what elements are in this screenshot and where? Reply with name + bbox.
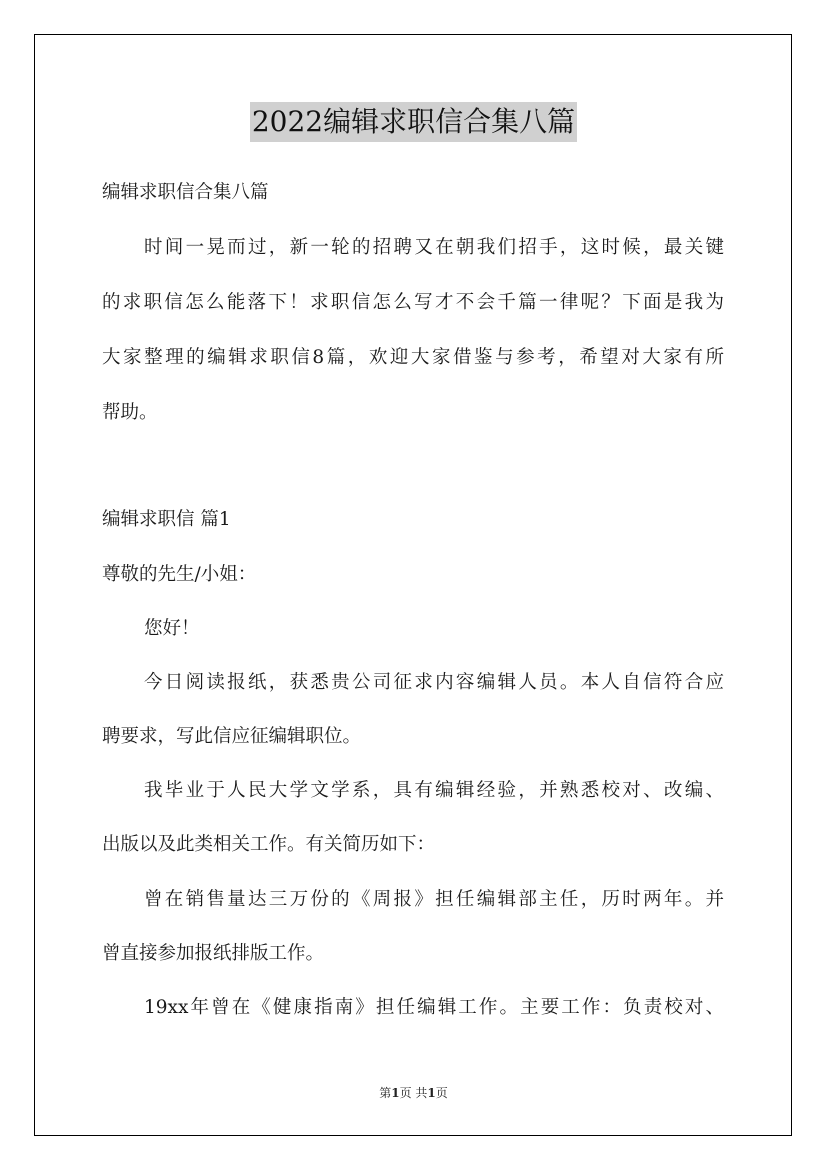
greeting: 您好！ — [144, 618, 200, 639]
subtitle: 编辑求职信合集八篇 — [102, 182, 269, 203]
intro-line: 时间一晃而过，新一轮的招聘又在朝我们招手，这时候，最关键 — [144, 237, 724, 258]
body-line: 19xx年曾在《健康指南》担任编辑工作。主要工作：负责校对、 — [144, 997, 724, 1018]
document-title: 2022编辑求职信合集八篇 — [250, 102, 577, 142]
body-line: 聘要求，写此信应征编辑职位。 — [102, 726, 362, 747]
intro-line: 的求职信怎么能落下！求职信怎么写才不会千篇一律呢？下面是我为 — [102, 292, 724, 313]
body-line: 曾直接参加报纸排版工作。 — [102, 943, 325, 964]
footer-prefix: 第 — [379, 1086, 392, 1100]
footer-page-number: 1 — [391, 1086, 400, 1100]
page-footer — [0, 1084, 827, 1101]
body-line: 我毕业于人民大学文学系，具有编辑经验，并熟悉校对、改编、 — [144, 780, 724, 801]
body-line: 出版以及此类相关工作。有关简历如下： — [102, 834, 436, 855]
intro-line: 大家整理的编辑求职信8篇，欢迎大家借鉴与参考，希望对大家有所 — [102, 347, 724, 368]
intro-line: 帮助。 — [102, 402, 158, 423]
footer-mid: 页 共 — [399, 1086, 428, 1100]
section-heading: 编辑求职信 篇1 — [102, 509, 231, 530]
footer-suffix: 页 — [435, 1086, 448, 1100]
body-line: 今日阅读报纸，获悉贵公司征求内容编辑人员。本人自信符合应 — [144, 672, 724, 693]
title-container — [0, 102, 827, 142]
body-line: 曾在销售量达三万份的《周报》担任编辑部主任，历时两年。并 — [144, 889, 724, 910]
salutation: 尊敬的先生/小姐： — [102, 564, 257, 585]
footer-total-pages: 1 — [427, 1086, 436, 1100]
